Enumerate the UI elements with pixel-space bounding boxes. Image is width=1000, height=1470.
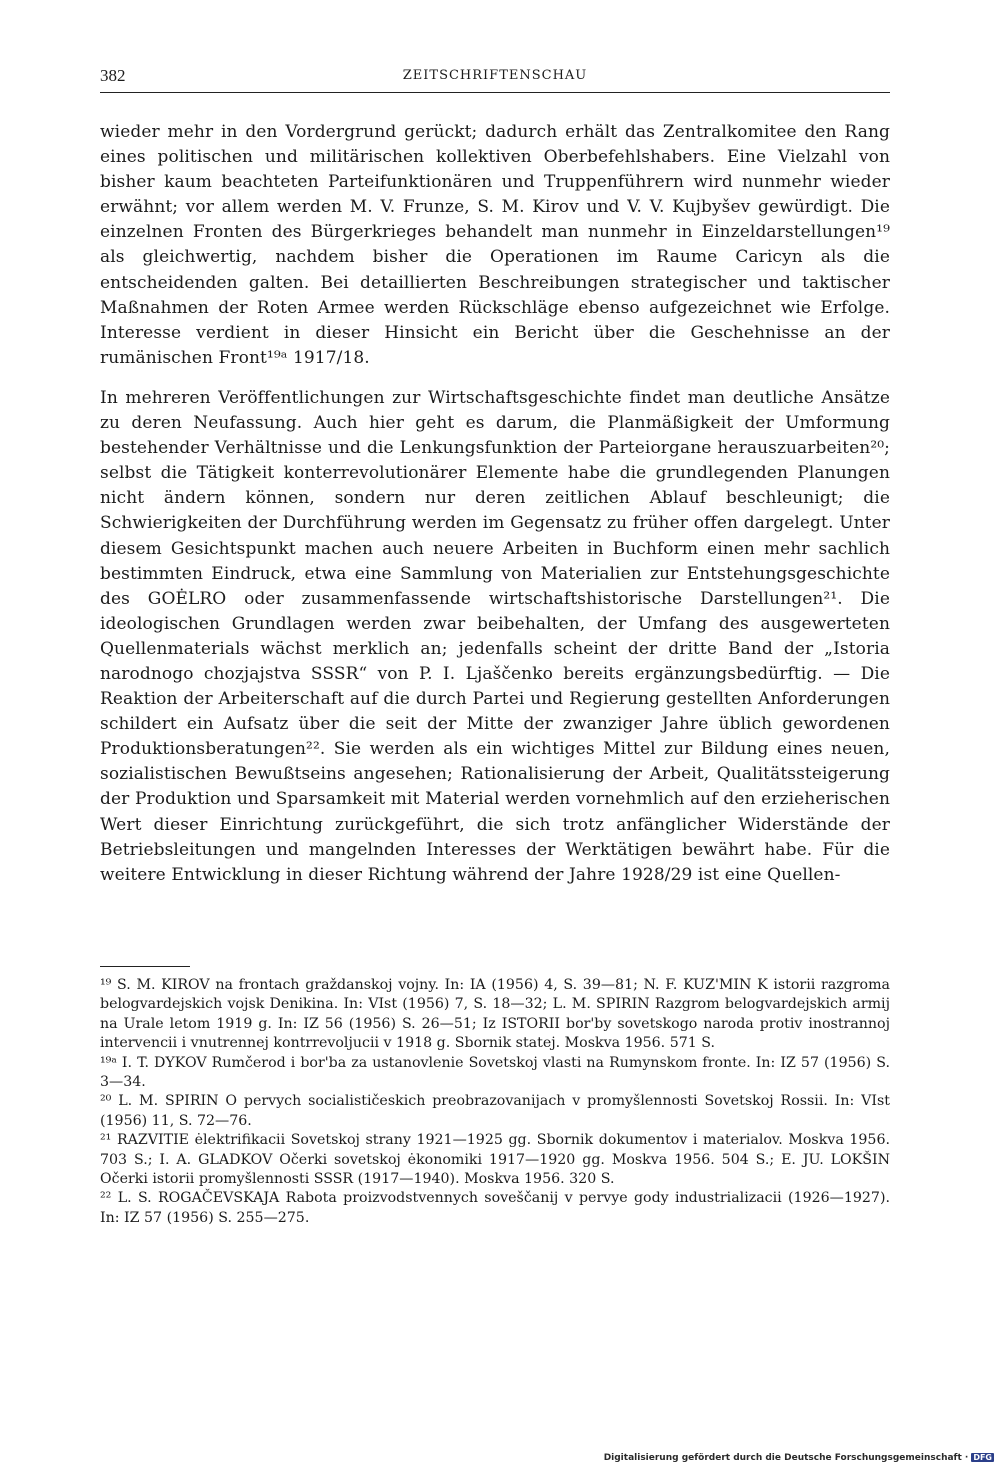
footnote-19a: ¹⁹ᵃ I. T. DYKOV Rumčerod i bor'ba za ustanovlenie Sovetskoj vlasti na Rumynskom fronte. In: IZ 57 (1956) S. 3—34. (100, 1054, 890, 1091)
page-number: 382 (100, 66, 126, 85)
footnote-20: ²⁰ L. M. SPIRIN O pervych socialističeskich preobrazovanijach v promyšlennosti Sovetskoj Rossii. In: VIst (1956) 11, S. 72—76. (100, 1093, 890, 1129)
credit-text: Digitalisierung gefördert durch die Deutsche Forschungsgemeinschaft · (603, 1453, 969, 1463)
dfg-logo: DFG (973, 1453, 992, 1462)
digitization-credit (604, 1453, 994, 1463)
paragraph: In mehreren Veröffentlichungen zur Wirtschaftsgeschichte findet man deutliche Ansätze zu deren Neufassung. Auch hier geht es darum, die Planmäßigkeit der Umformung bestehender Verhältnisse und die Lenkungsfunktion der Parteiorgane herauszuarbeiten²⁰; selbst die Tätigkeit konterrevolutionärer Elemente habe die grundlegenden Planungen nicht ändern können, sondern nur deren zeitlichen Ablauf beschleunigt; die Schwierigkeiten der Durchführung werden im Gegensatz zu früher offen dargelegt. Unter diesem Gesichtspunkt machen auch neuere Arbeiten in Buchform einen mehr sachlich bestimmten Eindruck, etwa eine Sammlung von Materialien zur Entstehungsgeschichte des GOĖLRO oder zusammenfassende wirtschaftshistorische Darstellungen²¹. Die ideologischen Grundlagen werden zwar beibehalten, der Umfang des ausgewerteten Quellenmaterials wächst merklich an; jedenfalls scheint der dritte Band der „Istoria narodnogo chozjajstva SSSR“ von P. I. Ljaščenko bereits ergänzungsbedürftig. — Die Reaktion der Arbeiterschaft auf die durch Partei und Regierung gestellten Anforderungen schildert ein Aufsatz über die seit der Mitte der zwanziger Jahre üblich gewordenen Produktionsberatungen²². Sie werden als ein wichtiges Mittel zur Bildung eines neuen, sozialistischen Bewußtseins angesehen; Rationalisierung der Arbeit, Qualitätssteigerung der Produktion und Sparsamkeit mit Material werden vornehmlich auf den erzieherischen Wert dieser Einrichtung zurückgeführt, die sich trotz anfänglicher Widerstände der Betriebsleitungen und mangelnden Interesses der Werktätigen bewährt habe. Für die weitere Entwicklung in dieser Richtung während der Jahre 1928/29 ist eine Quellen- (100, 387, 890, 885)
paragraph: wieder mehr in den Vordergrund gerückt; dadurch erhält das Zentralkomitee den Rang eines politischen und militärischen kollektiven Oberbefehlshabers. Eine Vielzahl von bisher kaum beachteten Parteifunktionären und Truppenführern wird nunmehr wieder erwähnt; vor allem werden M. V. Frunze, S. M. Kirov und V. V. Kujbyšev gewürdigt. Die einzelnen Fronten des Bürgerkrieges behandelt man nunmehr in Einzeldarstellungen¹⁹ als gleichwertig, nachdem bisher die Operationen im Raume Caricyn als die entscheidenden galten. Bei detaillierten Beschreibungen strategischer und taktischer Maßnahmen der Roten Armee werden Rückschläge ebenso aufgezeichnet wie Erfolge. Interesse verdient in dieser Hinsicht ein Bericht über die Geschehnisse an der rumänischen Front¹⁹ᵃ 1917/18. (100, 122, 890, 368)
running-head: ZEITSCHRIFTENSCHAU (402, 68, 588, 83)
footnotes (100, 976, 890, 1228)
page-header (100, 66, 890, 92)
footnote-21: ²¹ RAZVITIE ėlektrifikacii Sovetskoj strany 1921—1925 gg. Sbornik dokumentov i materialov. Moskva 1956. 703 S.; I. A. GLADKOV Očerki sovetskoj ėkonomiki 1917—1920 gg. Moskva 1956. 504 S.; E. JU. LOKŠIN Očerki istorii promyšlennosti SSSR (1917—1940). Moskva 1956. 320 S. (100, 1132, 890, 1188)
body-text (100, 120, 890, 888)
footnote-19: ¹⁹ S. M. KIROV na frontach graždanskoj vojny. In: IA (1956) 4, S. 39—81; N. F. KUZ'MIN K istorii razgroma belogvardejskich vojsk Denikina. In: VIst (1956) 7, S. 18—32; L. M. SPIRIN Razgrom belogvardejskich armij na Urale letom 1919 g. In: IZ 56 (1956) S. 26—51; Iz ISTORII bor'by sovetskogo naroda protiv inostrannoj intervencii i vnutrennej kontrrevoljucii v 1918 g. Sbornik statej. Moskva 1956. 571 S. (100, 977, 890, 1052)
footnote-rule (100, 966, 190, 967)
footnote-22: ²² L. S. ROGAČEVSKAJA Rabota proizvodstvennych soveščanij v pervye gody industrializacii (1926—1927). In: IZ 57 (1956) S. 255—275. (100, 1190, 890, 1226)
header-rule (100, 92, 890, 93)
